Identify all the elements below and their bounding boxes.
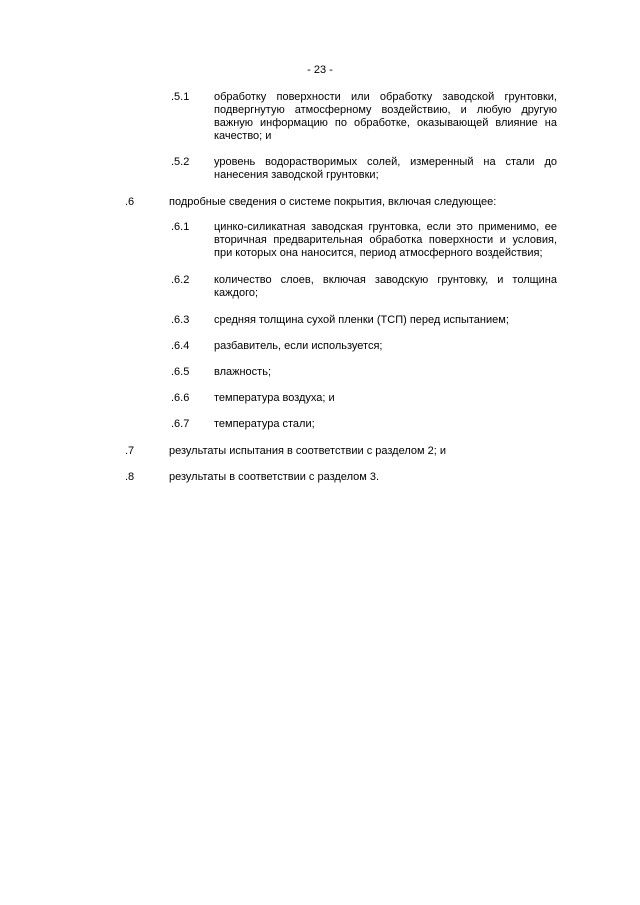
item-text: подробные сведения о системе покрытия, включая следующее: [169, 196, 497, 208]
item-number: .6.1 [171, 221, 190, 233]
item-number: .6.5 [171, 366, 190, 378]
item-number: .6 [125, 196, 135, 208]
item-text: цинко-силикатная заводская грунтовка, если это применимо, ее вторичная предварительная обработка поверхности и условия, при которых она наносится, период атмосферного воздействия; [214, 221, 557, 259]
item-number: .6.7 [171, 418, 190, 430]
item-number: .6.4 [171, 340, 190, 352]
item-text: влажность; [214, 366, 272, 378]
item-text: результаты в соответствии с разделом 3. [169, 471, 380, 483]
item-text: количество слоев, включая заводскую грунтовку, и толщина каждого; [214, 274, 557, 299]
item-text: разбавитель, если используется; [214, 340, 383, 352]
item-text: результаты испытания в соответствии с разделом 2; и [169, 445, 446, 457]
item-text: температура воздуха; и [214, 392, 335, 404]
item-number: .5.1 [171, 91, 190, 103]
item-number: .5.2 [171, 156, 190, 168]
item-text: обработку поверхности или обработку заводской грунтовки, подвергнутую атмосферному воздействию, и любую другую важную информацию по обработке, оказывающей влияние на качество; и [214, 91, 557, 142]
item-text: уровень водорастворимых солей, измеренный на стали до нанесения заводской грунтовки; [214, 156, 557, 181]
item-text: средняя толщина сухой пленки (ТСП) перед испытанием; [214, 314, 509, 326]
item-number: .6.2 [171, 274, 190, 286]
item-number: .8 [125, 471, 135, 483]
item-number: .6.6 [171, 392, 190, 404]
item-number: .6.3 [171, 314, 190, 326]
item-number: .7 [125, 445, 135, 457]
item-text: температура стали; [214, 418, 315, 430]
page-number: - 23 - [307, 64, 333, 76]
